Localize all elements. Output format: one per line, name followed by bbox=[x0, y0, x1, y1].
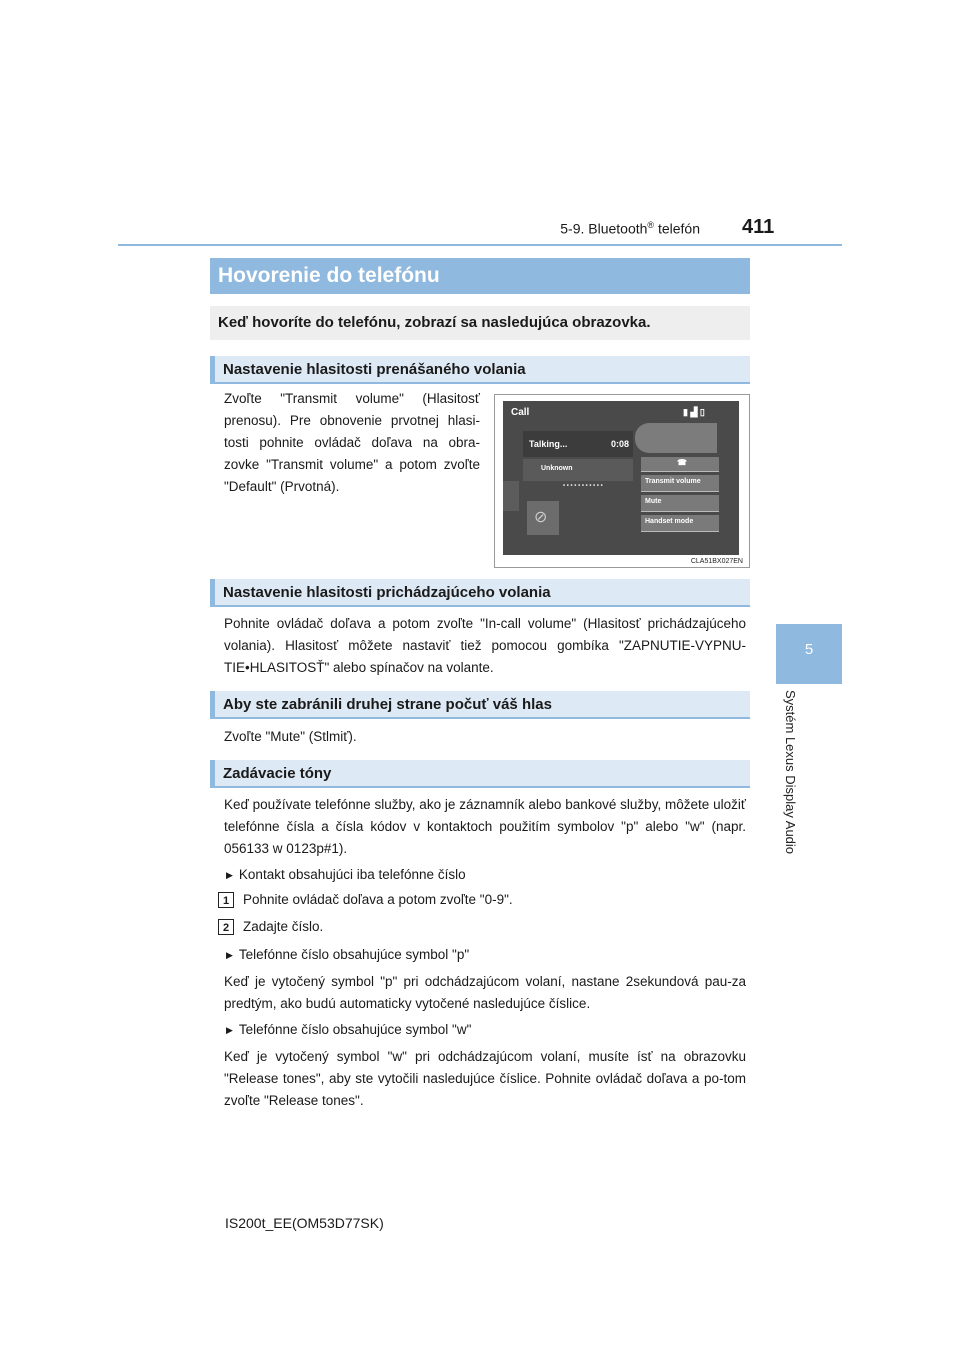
chapter-label: Systém Lexus Display Audio bbox=[783, 690, 798, 855]
step-number: 2 bbox=[218, 919, 234, 935]
handset-mode-label: Handset mode bbox=[645, 518, 694, 525]
handset-icon: ☎ bbox=[677, 458, 687, 467]
bullet-contact-number: ▶ Kontakt obsahujúci iba telefónne číslo bbox=[226, 867, 466, 882]
caller-panel bbox=[523, 459, 633, 481]
transmit-volume-label: Transmit volume bbox=[645, 478, 701, 485]
section-text-tones: Keď používate telefónne služby, ako je záznamník alebo bankové služby, môžete uložiť telefónne čísla a čísla kódov v kontaktoch použitím symbolov "p" alebo "w" (napr. 056133 w 0123p#1). bbox=[224, 797, 746, 856]
document-code: IS200t_EE(OM53D77SK) bbox=[225, 1215, 384, 1231]
intro-box: Keď hovoríte do telefónu, zobrazí sa nasledujúca obrazovka. bbox=[210, 306, 750, 340]
section-heading-incoming: Nastavenie hlasitosti prichádzajúceho volania bbox=[210, 579, 750, 607]
bullet-p-symbol: ▶ Telefónne číslo obsahujúce symbol "p" bbox=[226, 947, 470, 962]
bullet-triangle-icon: ▶ bbox=[226, 950, 233, 960]
step-number: 1 bbox=[218, 892, 234, 908]
section-text-transmit: Zvoľte "Transmit volume" (Hlasitosť prenosu). Pre obnovenie prvotnej hlasi-tosti pohnite ovládač doľava na obra-zovke "Transmit volume" a potom zvoľte "Default" (Prvotná). bbox=[224, 391, 480, 494]
step-text: Zadajte číslo. bbox=[243, 919, 324, 934]
mute-button[interactable] bbox=[641, 495, 719, 512]
step-text: Pohnite ovládač doľava a potom zvoľte "0-9". bbox=[243, 892, 513, 907]
section-heading-mute: Aby ste zabránili druhej strane počuť váš hlas bbox=[210, 691, 750, 719]
handset-row[interactable] bbox=[641, 457, 719, 472]
bullet-w-symbol: ▶ Telefónne číslo obsahujúce symbol "w" bbox=[226, 1022, 472, 1037]
section-heading-tones: Zadávacie tóny bbox=[210, 760, 750, 788]
talking-status: Talking... bbox=[529, 439, 568, 449]
bullet-triangle-icon: ▶ bbox=[226, 870, 233, 880]
bullet-triangle-icon: ▶ bbox=[226, 1025, 233, 1035]
screen-title: Call bbox=[511, 407, 530, 418]
no-entry-panel bbox=[527, 501, 559, 535]
caller-name: Unknown bbox=[541, 465, 573, 472]
bullet-w-text: Keď je vytočený symbol "w" pri odchádzajúcom volaní, musíte ísť na obrazovku "Release tones", aby ste vytočili nasledujúce číslice. Pohnite ovládač doľava a po-tom zvoľte "Release tones". bbox=[224, 1049, 746, 1108]
signal-icons: ▮ ▟ ▯ bbox=[683, 407, 705, 417]
call-timer: 0:08 bbox=[611, 439, 630, 449]
bullet-p-text: Keď je vytočený symbol "p" pri odchádzajúcom volaní, nastane 2sekundová pau-za predtým, ako budú automaticky vytočené nasledujúce číslice. bbox=[224, 974, 746, 1011]
call-screen-image bbox=[494, 394, 750, 568]
image-code: CLA51BX027EN bbox=[690, 558, 743, 565]
section-text-incoming: Pohnite ovládač doľava a potom zvoľte "In-call volume" (Hlasitosť prichádzajúceho volania). Hlasitosť môžete nastaviť tiež pomocou gombíka "ZAPNUTIE-VYPNU-TIE•HLASITOSŤ" alebo spínačov na volante. bbox=[224, 616, 746, 675]
transmit-volume-button[interactable] bbox=[641, 475, 719, 492]
left-side-panel bbox=[503, 481, 519, 511]
call-screen bbox=[503, 401, 739, 555]
handset-mode-button[interactable] bbox=[641, 515, 719, 532]
chapter-tab: 5 bbox=[776, 624, 842, 684]
section-text-mute: Zvoľte "Mute" (Stlmiť). bbox=[224, 729, 357, 744]
no-entry-icon: ⊘ bbox=[534, 509, 548, 526]
dial-dots: • • • • • • • • • • • bbox=[563, 483, 603, 489]
talking-panel bbox=[523, 431, 633, 457]
page-number: 411 bbox=[742, 216, 775, 238]
page-title: Hovorenie do telefónu bbox=[210, 258, 750, 294]
header-rule bbox=[118, 244, 842, 246]
section-heading-transmit: Nastavenie hlasitosti prenášaného volania bbox=[210, 356, 750, 384]
mute-label: Mute bbox=[645, 498, 662, 505]
section-title: 5-9. Bluetooth® telefón bbox=[560, 220, 700, 237]
end-call-area bbox=[635, 423, 717, 453]
